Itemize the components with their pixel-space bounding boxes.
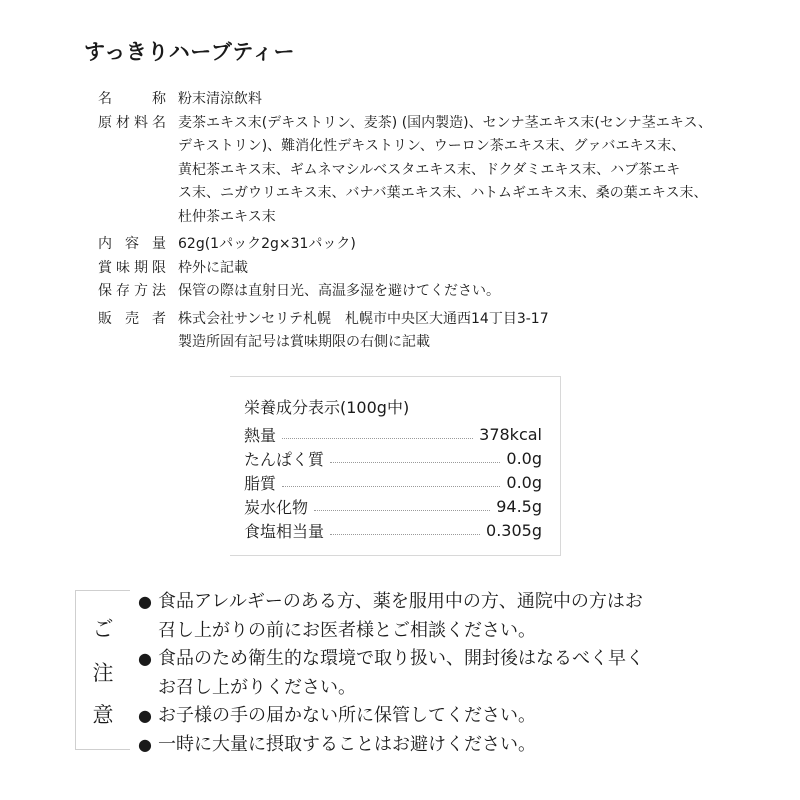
contents-value: 62g(1パック2g×31パック) [178, 236, 356, 252]
caution-char: 注 [92, 661, 114, 685]
caution-note [138, 588, 738, 645]
nutrition-name: 炭水化物 [244, 498, 309, 517]
nutrition-name: 熱量 [244, 426, 277, 445]
caution-char: ご [92, 617, 114, 641]
bullet-icon: ● [138, 734, 152, 754]
spec-row-expiry [98, 257, 738, 281]
expiry-value: 枠外に記載 [178, 259, 248, 276]
storage-label: 保存方法 [98, 283, 166, 299]
note-line: 召し上がりの前にお医者様とご相談ください。 [158, 619, 536, 641]
leader-dots [282, 486, 500, 487]
bullet-icon: ● [138, 649, 152, 668]
caution-note [138, 645, 738, 702]
ingredients-line: デキストリン)、難消化性デキストリン、ウーロン茶エキス末、グァバエキス末、 [178, 138, 686, 154]
nutrition-row-energy [244, 423, 542, 446]
nutrition-value: 378kcal [479, 425, 542, 444]
nutrition-facts-box [230, 376, 561, 556]
spec-row-ingredients [98, 112, 738, 230]
ingredients-line: 杜仲茶エキス末 [178, 208, 276, 225]
spec-row-contents [98, 233, 738, 257]
ingredients-line: 黄杞茶エキス末、ギムネマシルベスタエキス末、ドクダミエキス末、ハブ茶エキ [178, 161, 681, 178]
seller-line: 製造所固有記号は賞味期限の右側に記載 [178, 334, 430, 350]
leader-dots [330, 534, 480, 535]
leader-dots [314, 510, 490, 511]
nutrition-title: 栄養成分表示(100g中) [244, 398, 410, 417]
ingredients-label: 原材料名 [98, 114, 166, 131]
note-line: 一時に大量に摂取することはお避けください。 [158, 733, 536, 755]
caution-label-box [75, 590, 130, 750]
nutrition-name: たんぱく質 [244, 450, 325, 469]
spec-row-seller [98, 308, 738, 355]
nutrition-name: 食塩相当量 [244, 522, 325, 541]
product-title: すっきりハーブティー [84, 40, 296, 64]
note-line: お召し上がりください。 [158, 676, 356, 698]
storage-value: 保管の際は直射日光、高温多湿を避けてください。 [178, 283, 500, 299]
bullet-icon: ● [138, 592, 152, 611]
seller-value [178, 308, 738, 355]
nutrition-value: 94.5g [496, 497, 542, 516]
nutrition-name: 脂質 [244, 474, 277, 493]
nutrition-value: 0.305g [486, 521, 542, 540]
leader-dots [330, 462, 500, 463]
contents-label: 内容量 [98, 236, 166, 252]
seller-line: 株式会社サンセリテ札幌 札幌市中央区大通西14丁目3-17 [178, 310, 549, 327]
nutrition-value: 0.0g [506, 449, 542, 468]
name-label: 名称 [98, 91, 166, 107]
note-line: 食品アレルギーのある方、薬を服用中の方、通院中の方はお [158, 591, 643, 612]
note-line: お子様の手の届かない所に保管してください。 [158, 705, 536, 726]
nutrition-value: 0.0g [506, 473, 542, 492]
expiry-label: 賞味期限 [98, 259, 166, 276]
bullet-icon: ● [138, 706, 152, 725]
nutrition-row-carbohydrate [244, 495, 542, 518]
spec-row-storage [98, 280, 738, 304]
caution-note [138, 731, 738, 760]
ingredients-line: ス末、ニガウリエキス末、バナバ葉エキス末、ハトムギエキス末、桑の葉エキス末、 [178, 185, 708, 201]
ingredients-value [178, 112, 738, 230]
nutrition-row-fat [244, 471, 542, 494]
caution-note [138, 702, 738, 731]
caution-char: 意 [92, 703, 114, 727]
name-value: 粉末清涼飲料 [178, 91, 262, 107]
spec-row-name [98, 88, 738, 112]
seller-label: 販売者 [98, 310, 166, 327]
nutrition-row-protein [244, 447, 542, 470]
leader-dots [282, 438, 473, 439]
product-spec-table [98, 88, 738, 355]
nutrition-row-salt [244, 519, 542, 542]
ingredients-line: 麦茶エキス末(デキストリン、麦茶) (国内製造)、センナ茎エキス末(センナ茎エキス、 [178, 114, 712, 131]
caution-notes [138, 588, 738, 759]
note-line: 食品のため衛生的な環境で取り扱い、開封後はなるべく早く [158, 648, 644, 669]
